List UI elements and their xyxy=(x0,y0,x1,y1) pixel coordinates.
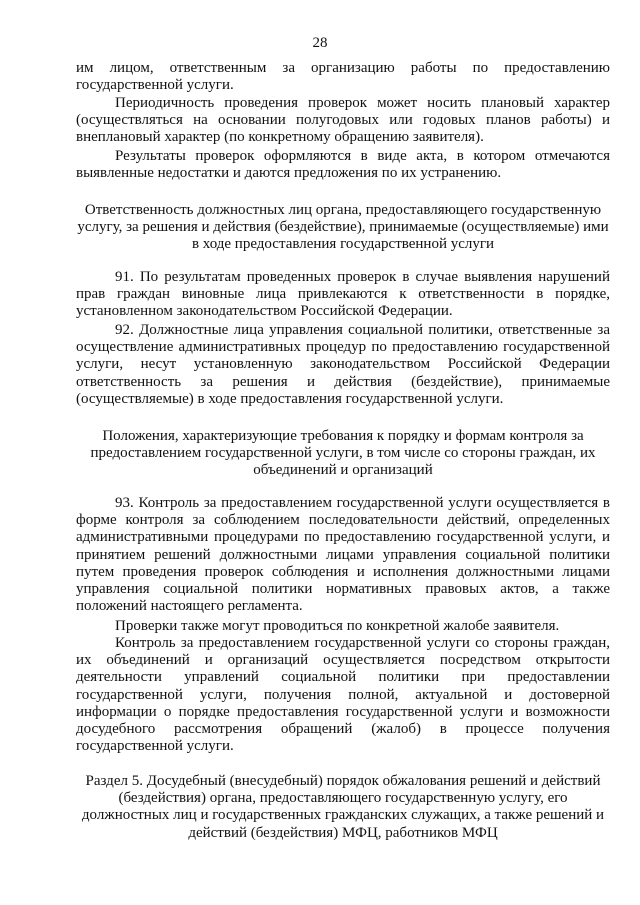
paragraph-results: Результаты проверок оформляются в виде акта, в котором отмечаются выявленные недостатки и даются предложения по их устранению. xyxy=(76,148,610,182)
heading-control: Положения, характеризующие требования к порядку и формам контроля за предоставлением государственной услуги, в том числе со стороны граждан, их объединений и организаций xyxy=(90,428,596,479)
paragraph-citizens-control: Контроль за предоставлением государственной услуги со стороны граждан, их объединений и организаций осуществляется посредством открытости деятельности управлений социальной политики при предоставлении государственной услуги, получения полной, актуальной и достоверной информации о порядке предоставления государственной услуги и возможности досудебного рассмотрения обращений (жалоб) в процессе получения государственной услуги. xyxy=(76,635,610,755)
paragraph-checks: Проверки также могут проводиться по конкретной жалобе заявителя. xyxy=(115,618,560,634)
paragraph-93: 93. Контроль за предоставлением государственной услуги осуществляется в форме контроля за соблюдением последовательности действий, определенных административными процедурами по предоставлению государственной услуги, и принятием решений должностными лицами управления социальной политики путем проведения проверок соблюдения и исполнения должностными лицами управления социальной политики нормативных правовых актов, а также положений настоящего регламента. xyxy=(76,495,610,615)
page-number: 28 xyxy=(312,35,328,51)
heading-section-5: Раздел 5. Досудебный (внесудебный) порядок обжалования решений и действий (бездействия) органа, предоставляющего государственную услугу, его должностных лиц и государственных гражданских служащих, а также решений и действий (бездействия) МФЦ, работников МФЦ xyxy=(81,773,605,841)
paragraph-periodicity: Периодичность проведения проверок может носить плановый характер (осуществляться на основании полугодовых или годовых планов работы) и внеплановый характер (по конкретному обращению заявителя). xyxy=(76,95,610,146)
paragraph-continuation: им лицом, ответственным за организацию работы по предоставлению государственной услуги. xyxy=(76,60,610,94)
paragraph-92: 92. Должностные лица управления социальной политики, ответственные за осуществление административных процедур по предоставлению государственной услуги, несут установленную законодательством Российской Федерации ответственность за решения и действия (бездействие), принимаемые (осуществляемые) в ходе предоставления государственной услуги. xyxy=(76,322,610,407)
paragraph-91: 91. По результатам проведенных проверок в случае выявления нарушений прав граждан виновные лица привлекаются к ответственности в порядке, установленном законодательством Российской Федерации. xyxy=(76,269,610,320)
heading-responsibility: Ответственность должностных лиц органа, предоставляющего государственную услугу, за решения и действия (бездействие), принимаемые (осуществляемые) ими в ходе предоставления государственной услуги xyxy=(77,202,609,253)
